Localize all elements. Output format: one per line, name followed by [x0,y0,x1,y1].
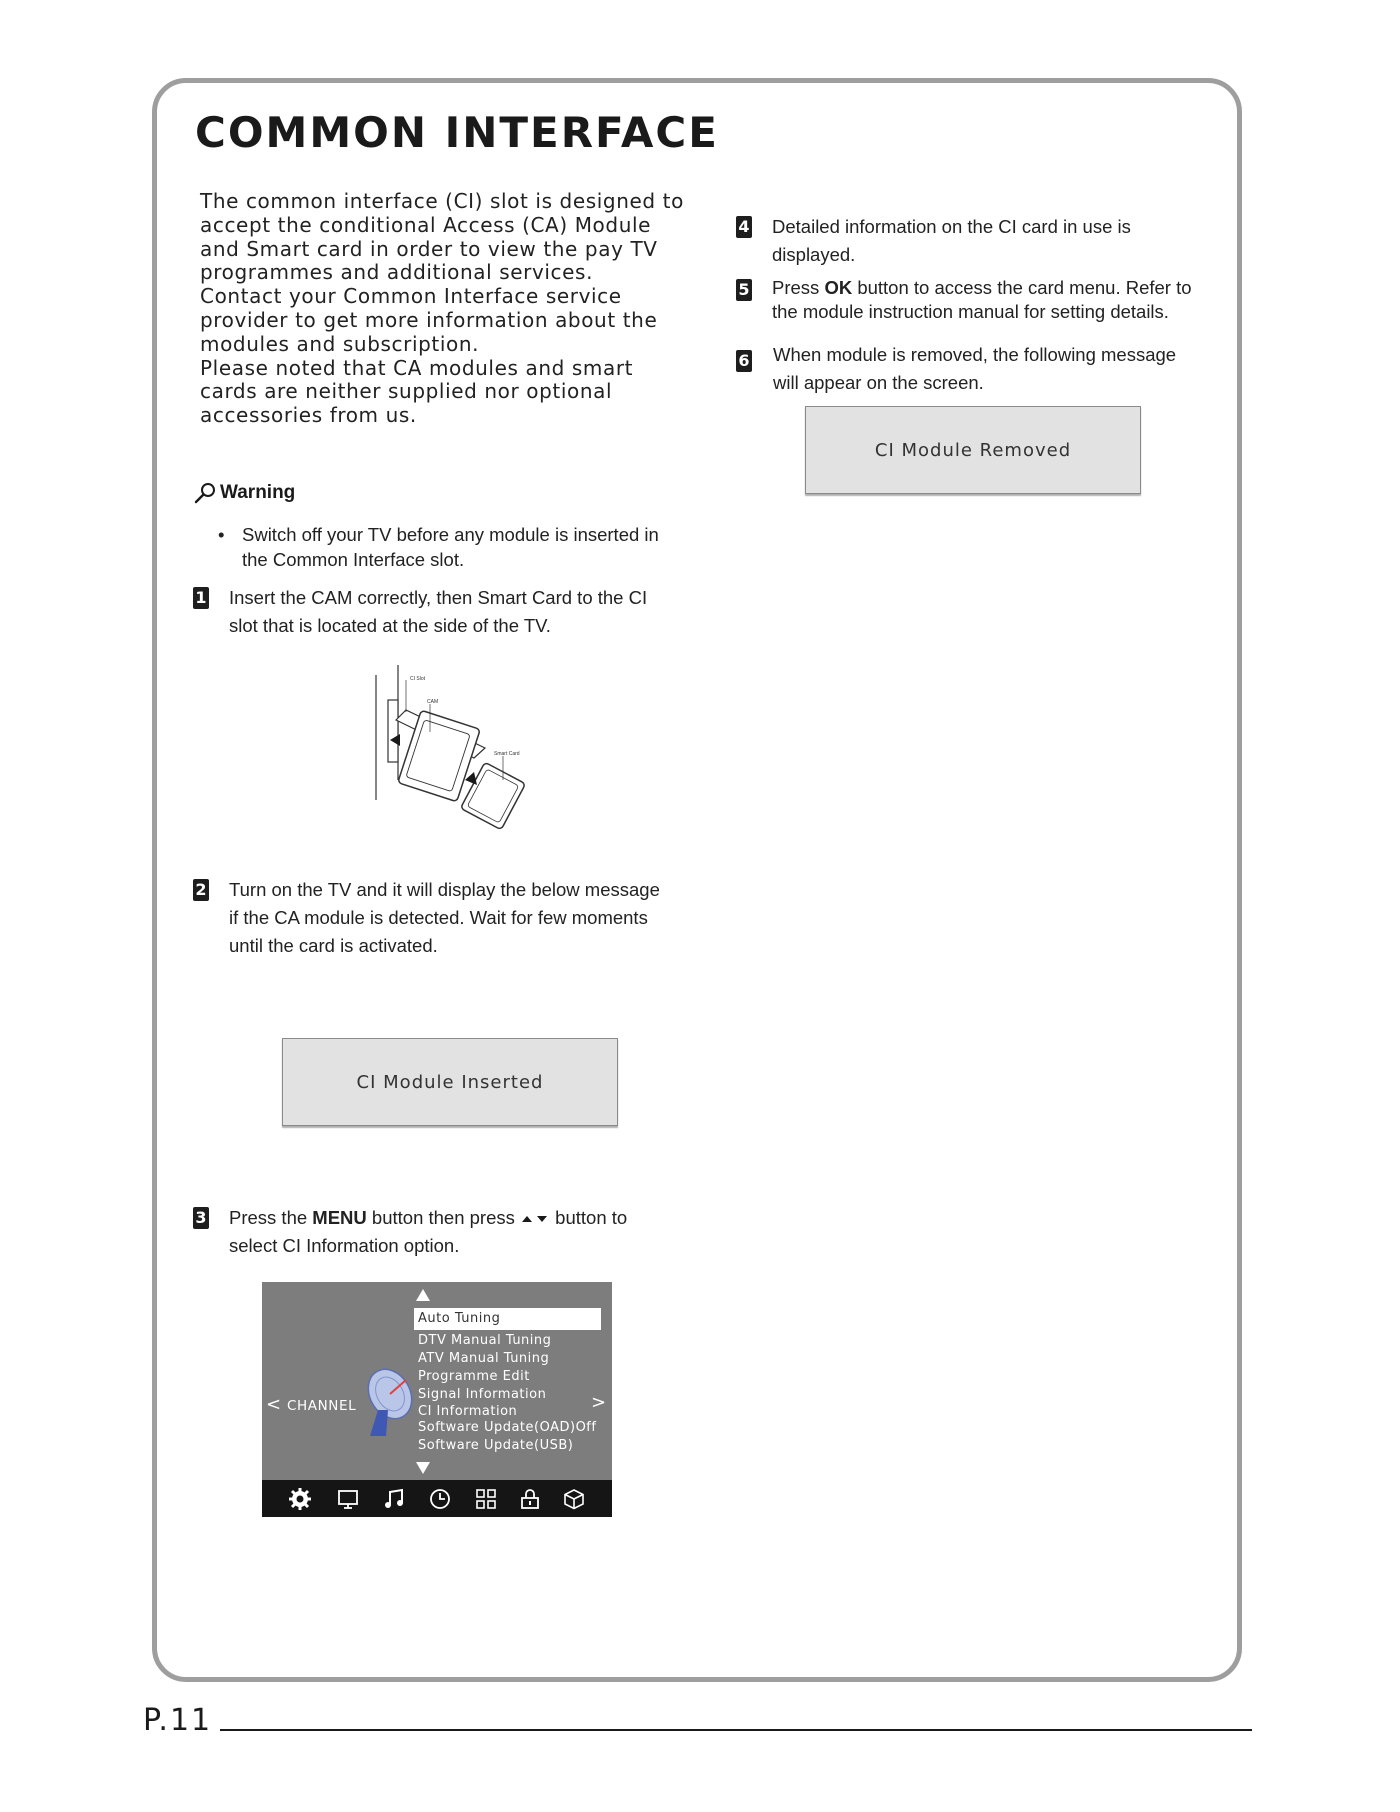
step-5 [736,276,1226,324]
time-clock-icon[interactable] [428,1487,452,1511]
ci-slot-label: CI Slot [410,676,426,682]
page-number: P.11 [143,1703,213,1738]
intro-line: and Smart card in order to view the pay TV [200,236,658,261]
tv-channel-menu [262,1282,612,1517]
intro-paragraph [200,190,690,428]
step-1 [193,584,693,640]
intro-line: accept the conditional Access (CA) Module [200,212,652,237]
menu-item-ci-information[interactable]: CI Information [418,1404,518,1419]
intro-line: programmes and additional services. [200,260,594,285]
step-text: button to [550,1207,628,1228]
menu-item-atv-manual-tuning[interactable]: ATV Manual Tuning [418,1351,550,1366]
cam-label: CAM [427,699,439,705]
step-number-badge: 3 [193,1207,209,1229]
step-line [193,1204,703,1232]
menu-item-programme-edit[interactable]: Programme Edit [418,1369,530,1384]
step-line: Turn on the TV and it will display the below message [229,879,660,900]
menu-item-software-update-oad[interactable]: Software Update(OAD)Off [418,1420,597,1435]
step-text: Press the [229,1207,313,1228]
menu-item-list [414,1308,614,1455]
step-line: Insert the CAM correctly, then Smart Card to the CI [229,587,648,608]
step-line [736,276,1226,300]
menu-item-auto-tuning[interactable]: Auto Tuning [414,1308,601,1330]
menu-item-dtv-manual-tuning[interactable]: DTV Manual Tuning [418,1333,552,1348]
intro-line: modules and subscription. [200,331,480,356]
footer-rule [220,1729,1252,1731]
intro-line: accessories from us. [200,403,417,428]
intro-line: provider to get more information about the [200,307,658,332]
warning-bullet [218,522,688,572]
step-line: until the card is activated. [229,935,438,956]
step-line: the module instruction manual for setting details. [772,301,1169,322]
step-line: will appear on the screen. [773,372,984,393]
ci-module-inserted-message: CI Module Inserted [282,1038,618,1126]
warning-heading [193,482,295,504]
step-line: Detailed information on the CI card in use is [772,216,1131,237]
picture-monitor-icon[interactable] [336,1487,360,1511]
intro-line: cards are neither supplied nor optional [200,379,613,404]
settings-gear-icon[interactable] [288,1487,312,1511]
warning-line: Switch off your TV before any module is inserted in [242,524,659,545]
lock-icon[interactable] [518,1487,542,1511]
satellite-dish-icon [360,1366,414,1438]
option-grid-icon[interactable] [474,1487,498,1511]
menu-category-label: CHANNEL [287,1398,357,1414]
cam-insertion-diagram [370,660,550,840]
step-line: slot that is located at the side of the TV. [229,615,551,636]
menu-right-arrow[interactable]: > [591,1392,607,1413]
warning-label: Warning [220,482,296,503]
intro-line: Please noted that CA modules and smart [200,355,634,380]
smart-card-label: Smart Card [494,751,520,757]
warning-line: the Common Interface slot. [242,549,465,570]
menu-down-arrow-icon [415,1461,431,1475]
down-arrow-icon [534,1214,550,1224]
page-title: COMMON INTERFACE [195,108,719,157]
step-4 [736,213,1216,269]
step-line: When module is removed, the following message [773,344,1177,365]
ok-button-name: OK [824,277,853,298]
menu-item-signal-information[interactable]: Signal Information [418,1387,547,1402]
magnifier-icon [193,482,217,504]
menu-left-arrow[interactable]: < [266,1394,282,1415]
menu-up-arrow-icon [415,1288,431,1302]
step-text: Press [772,277,825,298]
step-line: displayed. [772,244,856,265]
step-line: select CI Information option. [229,1235,460,1256]
menu-icon-bar [262,1480,612,1517]
step-3 [193,1204,703,1260]
step-line: if the CA module is detected. Wait for few moments [229,907,648,928]
step-text: button then press [366,1207,521,1228]
step-number-badge: 5 [736,279,752,301]
step-6 [736,341,1226,397]
menu-button-name: MENU [312,1207,367,1228]
step-2 [193,876,703,960]
up-arrow-icon [520,1214,534,1224]
menu-item-software-update-usb[interactable]: Software Update(USB) [418,1438,574,1453]
step-text: button to access the card menu. Refer to [852,277,1192,298]
sound-note-icon[interactable] [382,1487,406,1511]
intro-line: Contact your Common Interface service [200,284,622,309]
step-number-badge: 2 [193,879,209,901]
step-number-badge: 1 [193,587,209,609]
step-number-badge: 6 [736,350,752,372]
cube-icon[interactable] [562,1487,586,1511]
ci-module-removed-message: CI Module Removed [805,406,1141,494]
bullet-dot: • [218,524,225,545]
step-number-badge: 4 [736,216,752,238]
intro-line: The common interface (CI) slot is designed to [200,189,684,213]
